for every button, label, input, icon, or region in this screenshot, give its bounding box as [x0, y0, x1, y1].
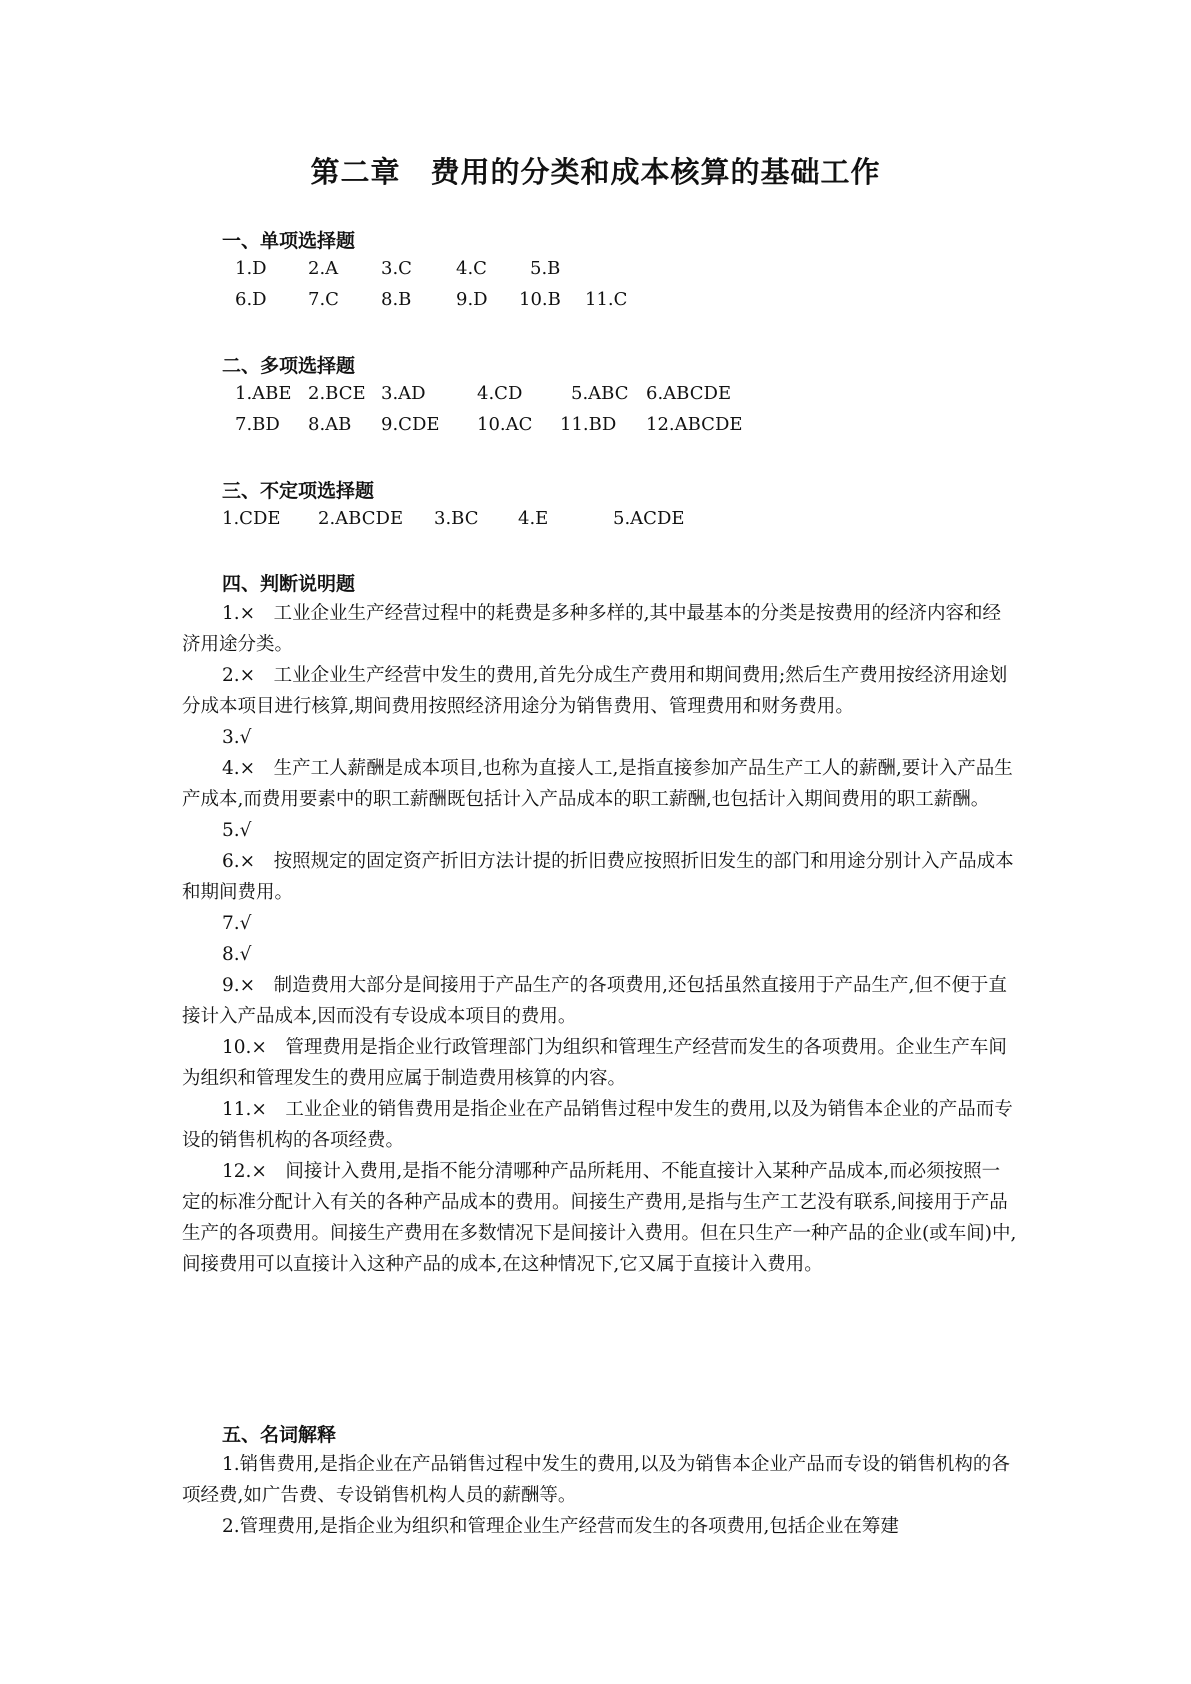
judgment-item: 8.√: [222, 944, 252, 965]
answer-item: 1.CDE: [222, 508, 281, 529]
answer-item: 5.ABC: [571, 383, 629, 404]
answer-item: 3.BC: [434, 508, 479, 529]
section-heading-indefinite-choice: 三、不定项选择题: [222, 480, 375, 502]
judgment-item: 7.√: [222, 913, 252, 934]
answer-item: 7.BD: [235, 414, 280, 435]
section-heading-single-choice: 一、单项选择题: [222, 230, 356, 252]
answer-item: 11.C: [585, 289, 628, 310]
answer-item: 2.BCE: [308, 383, 366, 404]
answer-item: 4.C: [456, 258, 487, 279]
answer-item: 6.D: [235, 289, 267, 310]
judgment-item: 5.√: [222, 820, 252, 841]
judgment-item: 4.× 生产工人薪酬是成本项目,也称为直接人工,是指直接参加产品生产工人的薪酬,要计入产品生产成本,而费用要素中的职工薪酬既包括计入产品成本的职工薪酬,也包括计入期间费用的职工薪酬。: [182, 758, 1013, 810]
answer-item: 5.B: [530, 258, 561, 279]
answer-item: 8.B: [381, 289, 412, 310]
judgment-item: 11.× 工业企业的销售费用是指企业在产品销售过程中发生的费用,以及为销售本企业的产品而专设的销售机构的各项经费。: [182, 1099, 1013, 1151]
answer-item: 11.BD: [560, 414, 617, 435]
chapter-title: 第二章 费用的分类和成本核算的基础工作: [310, 155, 881, 189]
answer-item: 1.D: [235, 258, 267, 279]
answer-item: 10.AC: [477, 414, 533, 435]
answer-item: 3.AD: [381, 383, 426, 404]
answer-item: 4.CD: [477, 383, 523, 404]
section-heading-multiple-choice: 二、多项选择题: [222, 355, 356, 377]
judgment-item: 6.× 按照规定的固定资产折旧方法计提的折旧费应按照折旧发生的部门和用途分别计入产品成本和期间费用。: [182, 851, 1014, 903]
answer-item: 7.C: [308, 289, 339, 310]
answer-item: 1.ABE: [235, 383, 292, 404]
answer-item: 3.C: [381, 258, 412, 279]
judgment-item: 2.× 工业企业生产经营中发生的费用,首先分成生产费用和期间费用;然后生产费用按经济用途划分成本项目进行核算,期间费用按照经济用途分为销售费用、管理费用和财务费用。: [182, 665, 1008, 717]
answer-item: 5.ACDE: [613, 508, 685, 529]
answer-item: 9.CDE: [381, 414, 440, 435]
answer-item: 10.B: [519, 289, 561, 310]
section-heading-terms: 五、名词解释: [222, 1424, 337, 1446]
answer-item: 2.ABCDE: [318, 508, 404, 529]
judgment-list: [182, 598, 1017, 1280]
answer-item: 9.D: [456, 289, 488, 310]
answer-item: 12.ABCDE: [646, 414, 743, 435]
answer-item: 8.AB: [308, 414, 352, 435]
judgment-item: 1.× 工业企业生产经营过程中的耗费是多种多样的,其中最基本的分类是按费用的经济内容和经济用途分类。: [182, 603, 1002, 655]
judgment-item: 3.√: [222, 727, 252, 748]
answer-item: 6.ABCDE: [646, 383, 732, 404]
answer-item: 4.E: [518, 508, 549, 529]
section-heading-judgment: 四、判断说明题: [222, 573, 356, 595]
judgment-item: 9.× 制造费用大部分是间接用于产品生产的各项费用,还包括虽然直接用于产品生产,但不便于直接计入产品成本,因而没有专设成本项目的费用。: [182, 975, 1007, 1027]
judgment-item: 10.× 管理费用是指企业行政管理部门为组织和管理生产经营而发生的各项费用。企业生产车间为组织和管理发生的费用应属于制造费用核算的内容。: [182, 1037, 1007, 1089]
term-item: 2.管理费用,是指企业为组织和管理企业生产经营而发生的各项费用,包括企业在筹建: [222, 1516, 899, 1537]
answer-item: 2.A: [308, 258, 339, 279]
judgment-item: 12.× 间接计入费用,是指不能分清哪种产品所耗用、不能直接计入某种产品成本,而必须按照一定的标准分配计入有关的各种产品成本的费用。间接生产费用,是指与生产工艺没有联系,间接用于产品生产的各项费用。间接生产费用在多数情况下是间接计入费用。但在只生产一种产品的企业(或车间)中,间接费用可以直接计入这种产品的成本,在这种情况下,它又属于直接计入费用。: [182, 1161, 1017, 1275]
term-item: 1.销售费用,是指企业在产品销售过程中发生的费用,以及为销售本企业产品而专设的销售机构的各项经费,如广告费、专设销售机构人员的薪酬等。: [182, 1454, 1010, 1506]
terms-list: [182, 1449, 1017, 1542]
